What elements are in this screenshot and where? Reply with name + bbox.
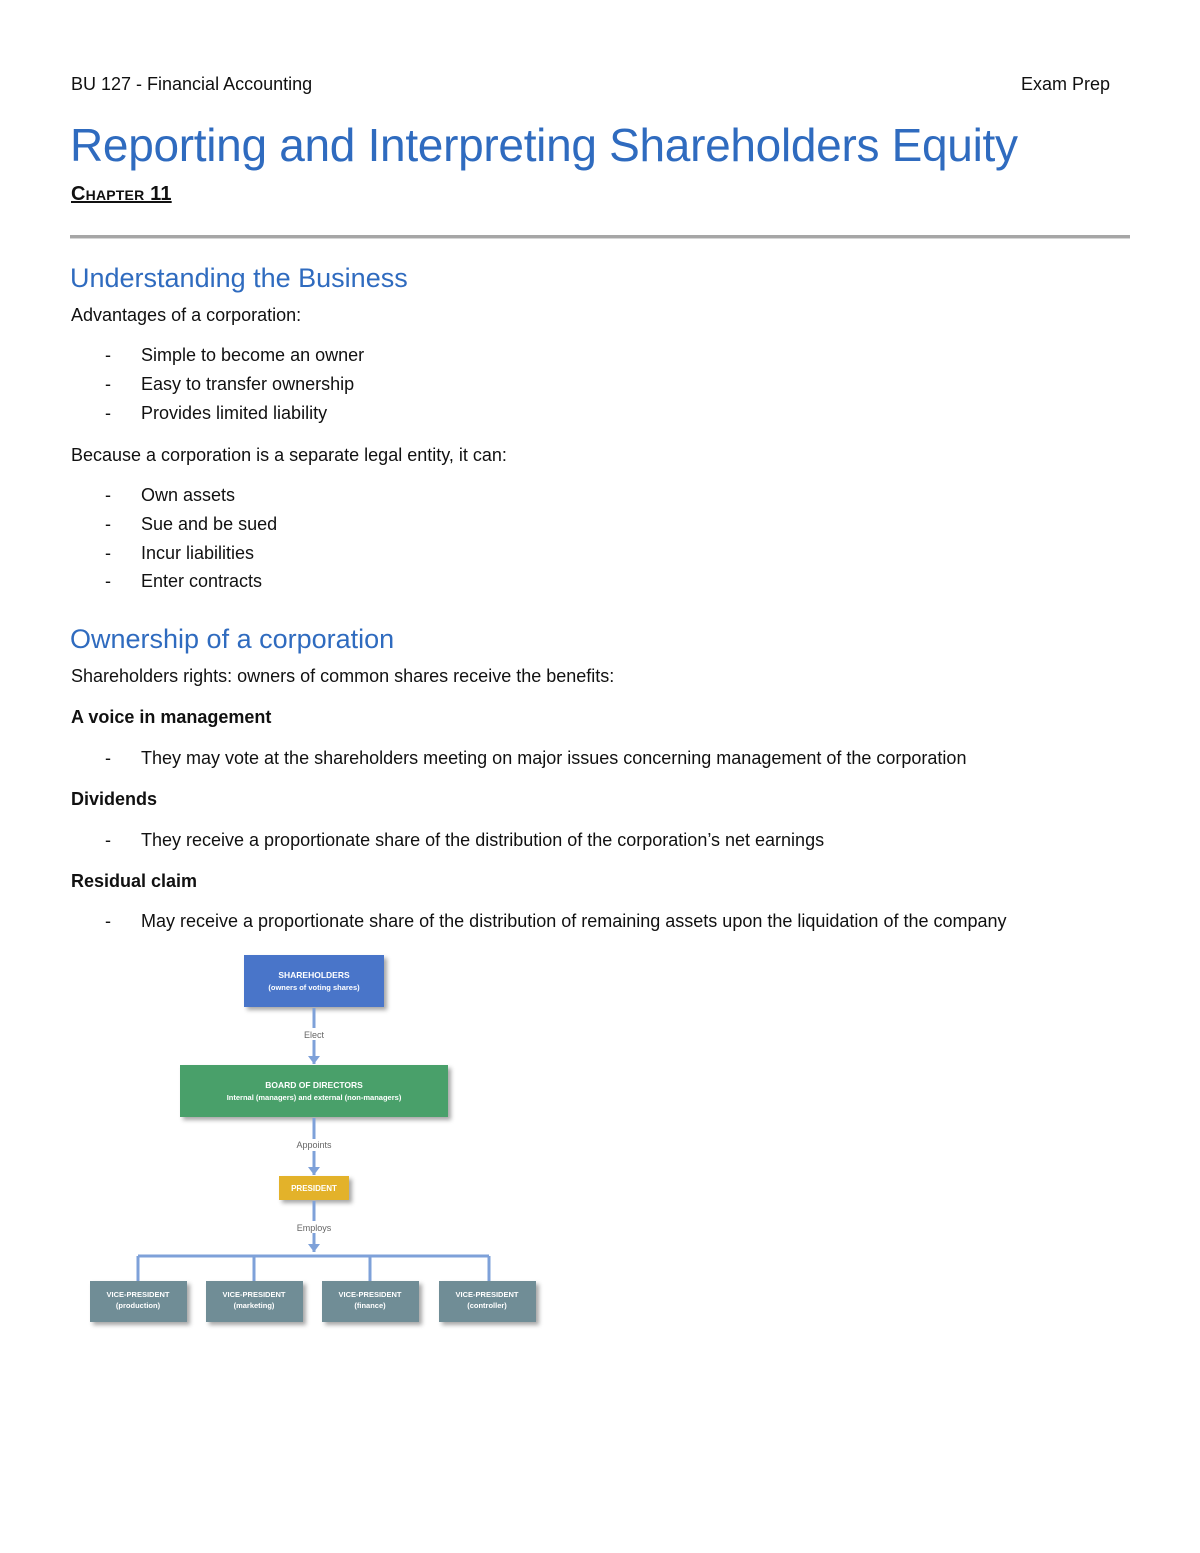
board-label: BOARD OF DIRECTORS xyxy=(265,1080,363,1090)
shareholders-box xyxy=(244,955,384,1007)
board-box xyxy=(180,1065,448,1117)
elect-label: Elect xyxy=(303,1030,325,1040)
shareholders-sublabel: (owners of voting shares) xyxy=(268,983,360,992)
chapter-label: Chapter 11 xyxy=(71,183,172,205)
vp-label: VICE-PRESIDENT xyxy=(338,1290,402,1299)
list-item: - Provides limited liability xyxy=(105,403,328,423)
president-label: PRESIDENT xyxy=(291,1184,337,1193)
section-heading-business: Understanding the Business xyxy=(70,263,408,293)
vp-sublabel: (production) xyxy=(115,1301,161,1310)
list-item: - Simple to become an owner xyxy=(105,345,365,365)
vp-label: VICE-PRESIDENT xyxy=(106,1290,170,1299)
list-item: - Sue and be sued xyxy=(105,514,278,534)
arrow-down-icon xyxy=(308,1244,320,1252)
right-title: Residual claim xyxy=(71,871,198,891)
list-item: - Enter contracts xyxy=(105,571,263,591)
list-item: - Own assets xyxy=(105,485,236,505)
arrow-down-icon xyxy=(308,1056,320,1064)
list-item: - They may vote at the shareholders meeting on major issues concerning management of the corporation xyxy=(105,748,967,768)
list-item: - May receive a proportionate share of the distribution of remaining assets upon the liquidation of the company xyxy=(105,911,1007,931)
vp-sublabel: (finance) xyxy=(354,1301,386,1310)
vp-sublabel: (marketing) xyxy=(233,1301,275,1310)
vp-label: VICE-PRESIDENT xyxy=(222,1290,286,1299)
rights-intro: Shareholders rights: owners of common shares receive the benefits: xyxy=(71,666,615,686)
shareholders-label: SHAREHOLDERS xyxy=(278,970,350,980)
arrow-down-icon xyxy=(308,1167,320,1175)
vp-label: VICE-PRESIDENT xyxy=(455,1290,519,1299)
section-heading-ownership: Ownership of a corporation xyxy=(70,624,395,654)
right-title: Dividends xyxy=(71,789,158,809)
list-item: - Incur liabilities xyxy=(105,543,255,563)
document-title: Reporting and Interpreting Shareholders Equity xyxy=(70,119,1018,171)
list-item: - They receive a proportionate share of the distribution of the corporation’s net earnings xyxy=(105,830,825,850)
header-exam-prep: Exam Prep xyxy=(1020,74,1110,94)
vp-sublabel: (controller) xyxy=(467,1301,507,1310)
board-sublabel: Internal (managers) and external (non-managers) xyxy=(226,1093,402,1102)
appoints-label: Appoints xyxy=(296,1140,332,1150)
list-item: - Easy to transfer ownership xyxy=(105,374,355,394)
header-course: BU 127 - Financial Accounting xyxy=(71,74,313,94)
right-title: A voice in management xyxy=(71,707,272,727)
employs-label: Employs xyxy=(296,1223,332,1233)
legal-entity-intro: Because a corporation is a separate legal entity, it can: xyxy=(71,445,507,465)
advantages-intro: Advantages of a corporation: xyxy=(71,305,302,325)
